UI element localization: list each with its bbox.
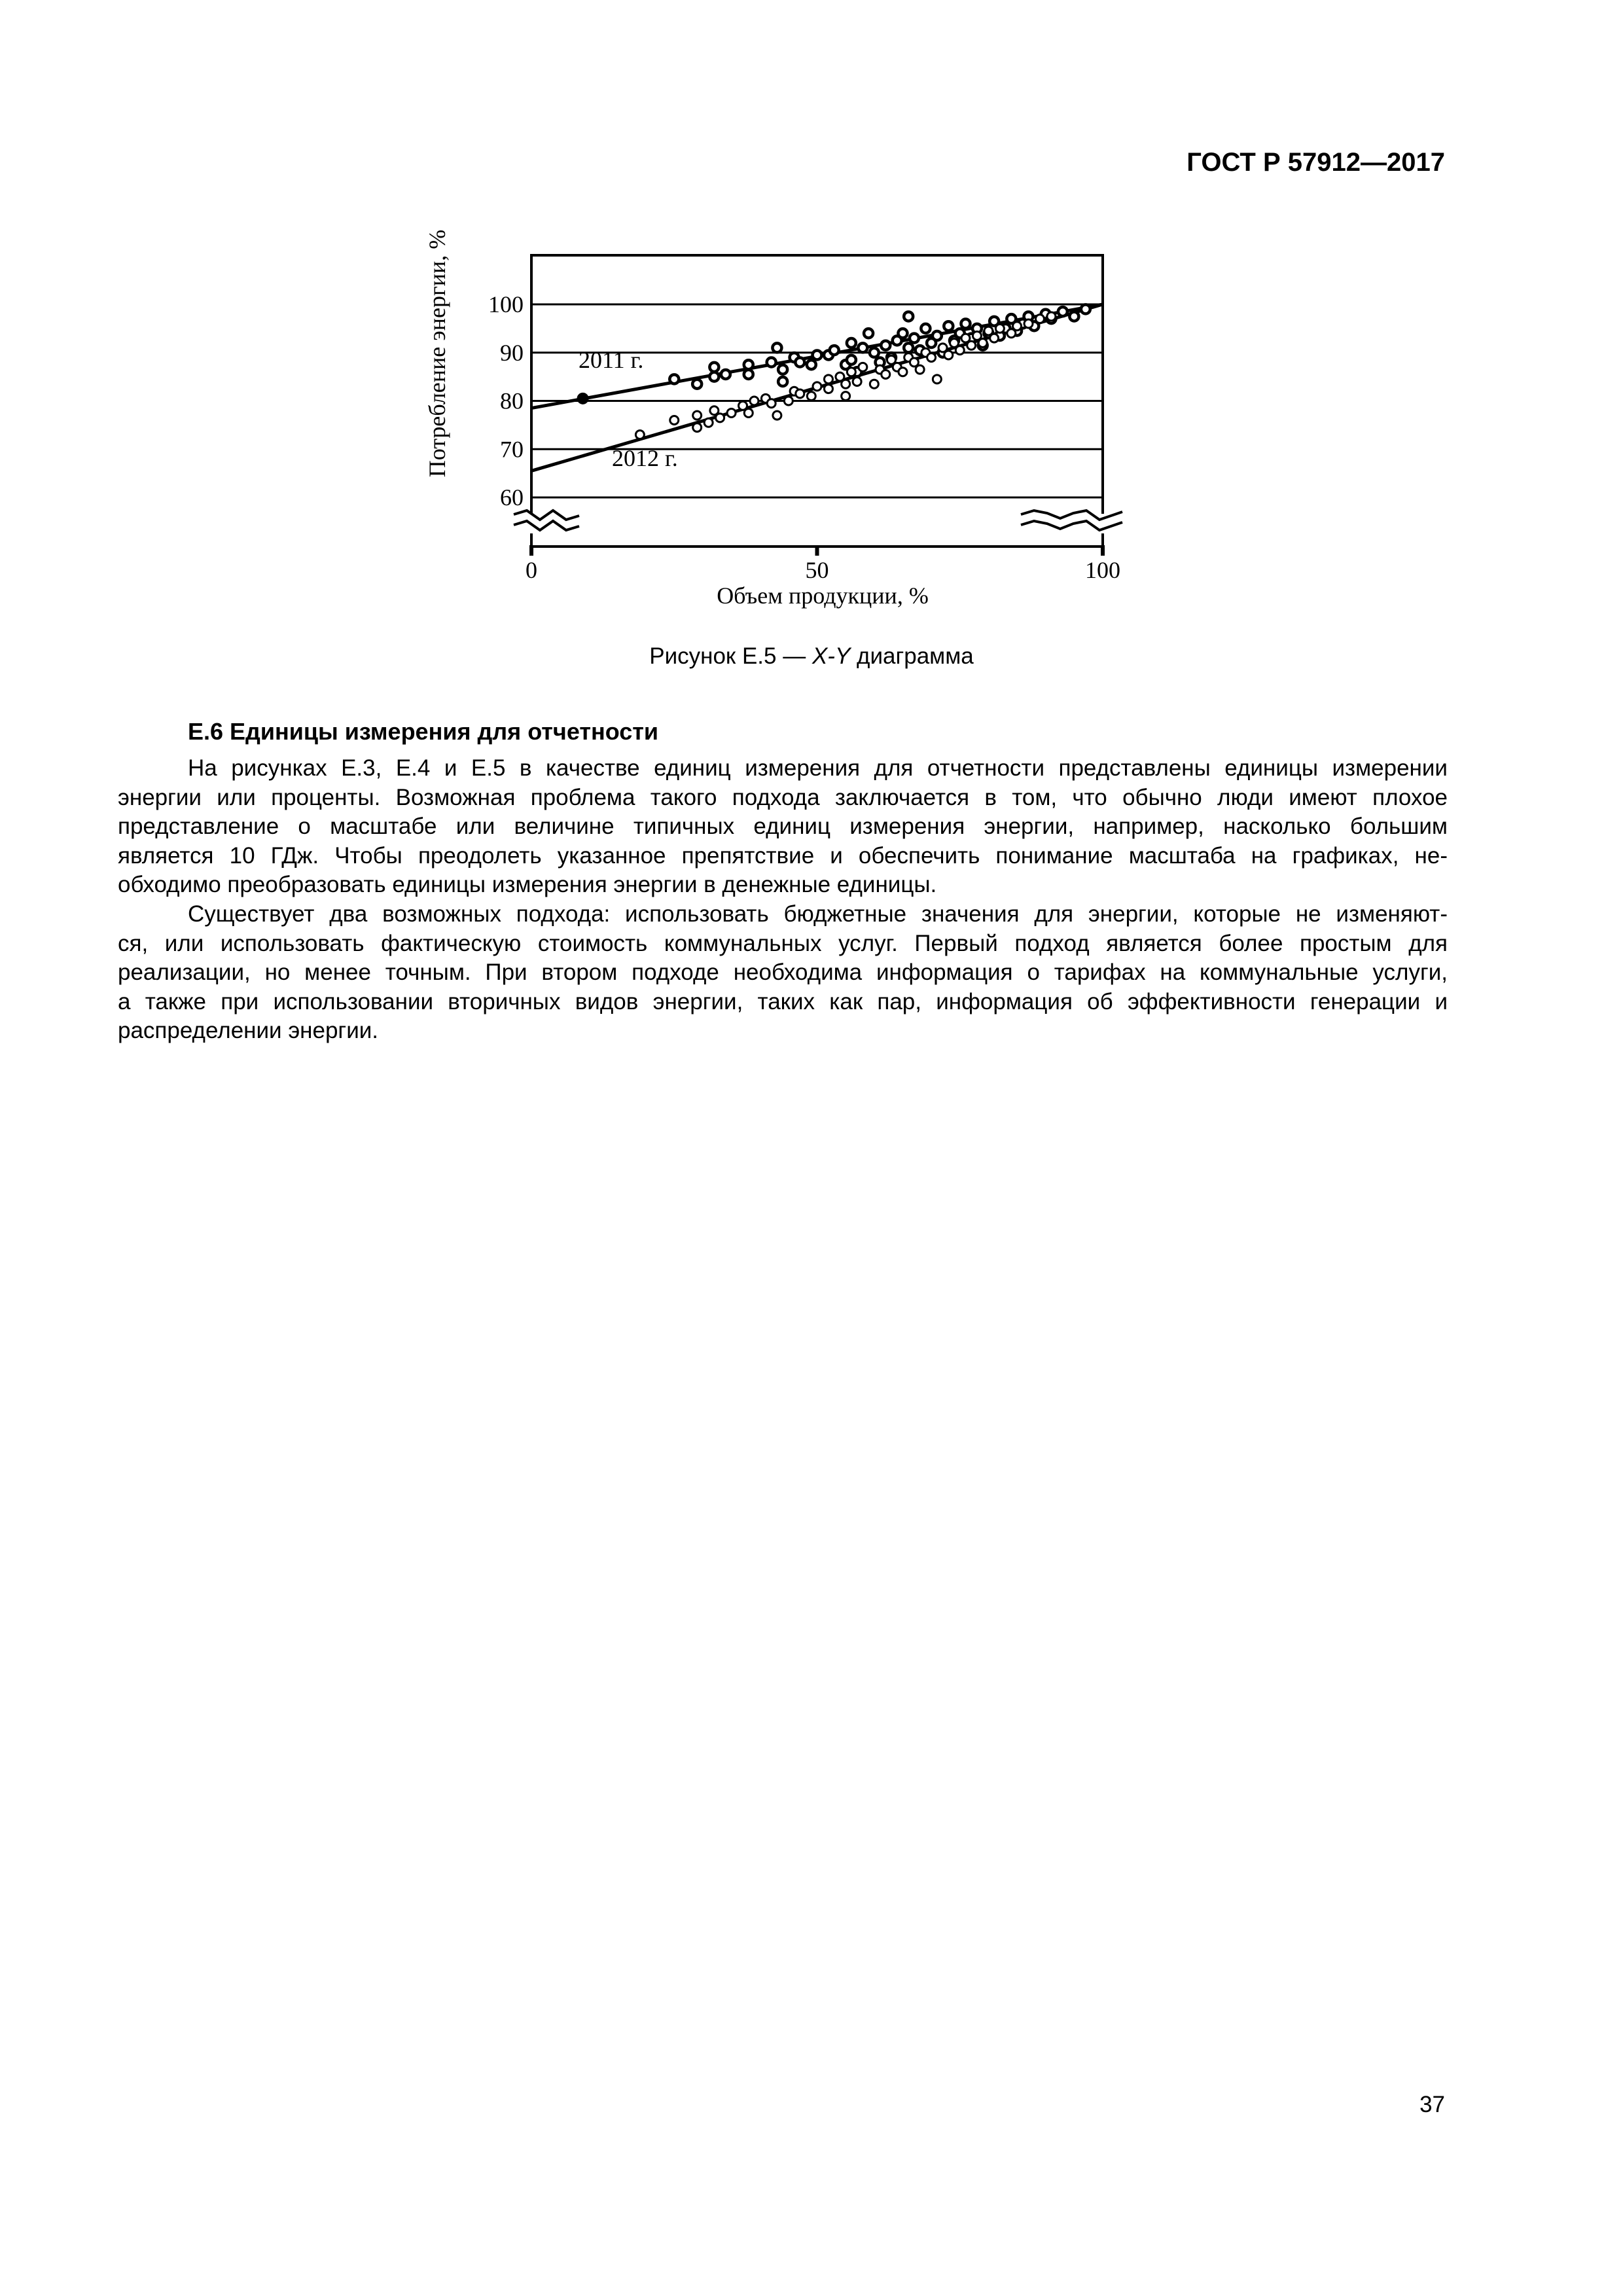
data-point-2011 <box>744 370 753 379</box>
data-point-2012 <box>882 370 890 378</box>
data-point-2011 <box>904 312 913 321</box>
data-point-2012 <box>1047 312 1056 321</box>
data-point-2011 <box>692 380 702 389</box>
data-point-2011 <box>778 365 787 374</box>
data-point-2012 <box>784 397 793 405</box>
data-point-2011 <box>830 346 839 355</box>
xy-diagram <box>419 223 1139 628</box>
data-point-2012 <box>995 324 1004 332</box>
data-point-2012 <box>842 380 850 388</box>
caption-xy: X-Y <box>812 643 851 669</box>
data-point-2011 <box>778 377 787 386</box>
data-point-2011 <box>807 360 816 369</box>
data-point-2012 <box>704 418 713 427</box>
y-tick-label: 80 <box>500 387 524 414</box>
xy-diagram-figure <box>419 223 1139 628</box>
data-point-2012 <box>990 334 999 342</box>
data-point-2012 <box>693 411 702 420</box>
data-point-2012 <box>955 346 964 355</box>
x-axis-label: Объем продукции, % <box>717 583 929 609</box>
data-point-2012 <box>870 380 878 388</box>
data-point-2011 <box>709 363 719 372</box>
data-point-2011-marker <box>578 393 588 404</box>
data-point-2011 <box>858 343 867 352</box>
paragraph-2 <box>118 900 1448 1046</box>
caption-prefix: Рисунок Е.5 — <box>649 643 812 669</box>
data-point-2011 <box>795 358 804 367</box>
data-point-2011 <box>813 350 822 359</box>
standard-header: ГОСТ Р 57912—2017 <box>1186 148 1445 177</box>
data-point-2011 <box>1069 312 1079 321</box>
data-point-2012 <box>796 389 804 398</box>
data-point-2011 <box>961 319 970 329</box>
data-point-2011 <box>933 331 942 340</box>
paragraph-line: а также при использовании вторичных видов энергии, таких как пар, информация об эффективности генерации и <box>118 988 1448 1014</box>
data-point-2012 <box>967 341 976 350</box>
data-point-2012 <box>1035 315 1044 323</box>
data-point-2012 <box>693 423 702 432</box>
y-tick-label: 60 <box>500 484 524 511</box>
section-title: Е.6 Единицы измерения для отчетности <box>188 718 659 745</box>
data-point-2012 <box>916 365 924 374</box>
data-point-2012 <box>978 339 987 348</box>
data-point-2011 <box>669 374 679 384</box>
paragraph-1 <box>118 754 1448 900</box>
data-point-2012 <box>807 392 815 401</box>
data-point-2011 <box>767 358 776 367</box>
y-axis-label: Потребление энергии, % <box>424 229 450 478</box>
data-point-2012 <box>842 392 850 401</box>
y-tick-label: 100 <box>488 291 524 317</box>
data-point-2012 <box>859 363 867 371</box>
data-point-2011 <box>1058 307 1067 316</box>
data-point-2011 <box>744 360 753 369</box>
data-point-2012 <box>847 368 855 376</box>
series-label-2011: 2011 г. <box>579 347 644 373</box>
x-tick-label: 0 <box>526 557 537 583</box>
paragraph-line: На рисунках Е.3, Е.4 и Е.5 в качестве единиц измерения для отчетности представлены единицы измерении <box>188 755 1448 781</box>
data-point-2011 <box>870 348 879 357</box>
paragraph-line: обходимо преобразовать единицы измерения энергии в денежные единицы. <box>118 872 937 897</box>
data-point-2011 <box>847 355 856 365</box>
paragraph-line: распределении энергии. <box>118 1018 379 1043</box>
data-point-2011 <box>1081 304 1090 314</box>
paragraph-line: реализации, но менее точным. При втором подходе необходима информация о тарифах на коммунальные услуги, <box>118 960 1448 985</box>
data-point-2011 <box>944 321 953 331</box>
data-point-2012 <box>824 385 832 393</box>
data-point-2011 <box>721 370 730 379</box>
data-point-2011 <box>847 338 856 348</box>
data-point-2012 <box>773 411 781 420</box>
data-point-2011 <box>864 329 873 338</box>
data-point-2012 <box>813 382 821 391</box>
data-point-2012 <box>1013 322 1022 331</box>
y-tick-label: 90 <box>500 339 524 366</box>
data-point-2012 <box>727 408 736 417</box>
page-number: 37 <box>1419 2092 1445 2117</box>
data-point-2011 <box>898 329 907 338</box>
data-point-2012 <box>933 375 941 384</box>
series-label-2012: 2012 г. <box>612 445 678 471</box>
data-point-2012 <box>927 353 936 362</box>
data-point-2012 <box>824 375 832 384</box>
data-point-2012 <box>635 431 644 439</box>
paragraph-line: энергии или проценты. Возможная проблема такого подхода заключается в том, что обычно люди имеют плохое <box>118 784 1448 810</box>
data-point-2012 <box>899 368 907 376</box>
data-point-2012 <box>716 414 724 422</box>
x-tick-label: 100 <box>1085 557 1120 583</box>
data-point-2011 <box>921 324 930 333</box>
x-tick-label: 50 <box>805 557 829 583</box>
caption-suffix: диаграмма <box>850 643 974 669</box>
paragraph-line: Существует два возможных подхода: использовать бюджетные значения для энергии, которые не изменяют- <box>188 901 1448 927</box>
data-point-2012 <box>767 399 776 408</box>
data-point-2012 <box>744 408 753 417</box>
figure-caption <box>0 643 1623 670</box>
data-point-2011 <box>910 334 919 343</box>
data-point-2012 <box>944 351 953 359</box>
data-point-2012 <box>750 397 758 405</box>
data-point-2012 <box>670 416 679 425</box>
y-tick-label: 70 <box>500 436 524 463</box>
paragraph-line: представление о масштабе или величине типичных единиц измерения энергии, например, насколько большим <box>118 814 1448 839</box>
data-point-2011 <box>709 372 719 382</box>
data-point-2011 <box>881 341 890 350</box>
paragraph-line: является 10 ГДж. Чтобы преодолеть указанное препятствие и обеспечить понимание масштаба на графиках, не- <box>118 842 1448 869</box>
paragraph-line: ся, или использовать фактическую стоимость коммунальных услуг. Первый подход является более простым для <box>118 930 1448 956</box>
data-point-2012 <box>853 378 861 386</box>
data-point-2012 <box>1024 319 1033 328</box>
data-point-2011 <box>772 343 781 352</box>
data-point-2011 <box>904 343 913 352</box>
